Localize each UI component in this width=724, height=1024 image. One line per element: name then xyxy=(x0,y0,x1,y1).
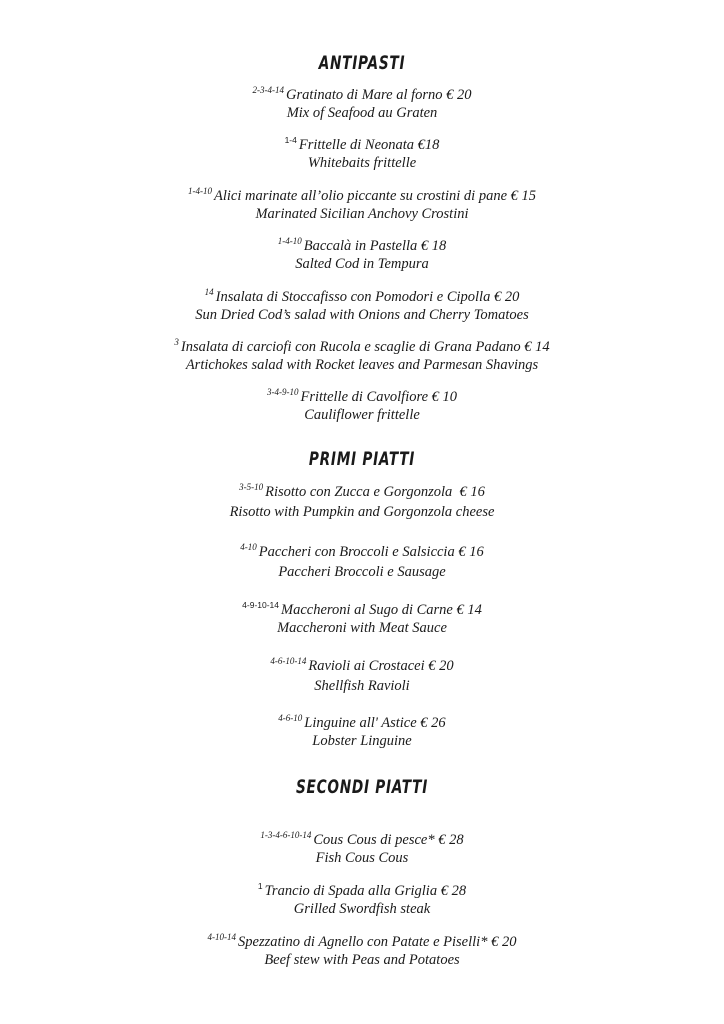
allergen-codes: 4-10 xyxy=(240,542,257,553)
dish-name-it: Risotto con Zucca e Gorgonzola € 16 xyxy=(265,484,485,500)
menu-item xyxy=(0,86,724,122)
allergen-codes: 4-6-10-14 xyxy=(270,656,307,667)
allergen-codes: 3 xyxy=(174,337,179,348)
menu-item xyxy=(0,831,724,867)
dish-name-en: Whitebaits frittelle xyxy=(307,155,417,171)
menu-item xyxy=(0,388,724,424)
dish-name-it: Frittelle di Cavolfiore € 10 xyxy=(300,389,458,405)
dish-name-en: Beef stew with Peas and Potatoes xyxy=(264,952,460,968)
allergen-codes: 1-4-10 xyxy=(187,186,212,197)
dish-name-it: Insalata di Stoccafisso con Pomodori e Cipolla € 20 xyxy=(215,289,520,305)
section-title-secondi: SECONDI PIATTI xyxy=(295,776,429,798)
allergen-codes: 4-9-10-14 xyxy=(242,600,280,611)
allergen-codes: 3-4-9-10 xyxy=(266,387,299,398)
menu-item xyxy=(0,338,724,374)
dish-name-it: Linguine all' Astice € 26 xyxy=(304,715,446,731)
allergen-codes: 3-5-10 xyxy=(239,482,264,493)
dish-name-en: Salted Cod in Tempura xyxy=(295,256,429,272)
dish-name-en: Shellfish Ravioli xyxy=(314,678,410,694)
dish-name-it: Cous Cous di pesce* € 28 xyxy=(313,832,464,848)
dish-name-it: Paccheri con Broccoli e Salsiccia € 16 xyxy=(258,544,484,560)
section-title-antipasti: ANTIPASTI xyxy=(318,52,406,74)
menu-item xyxy=(0,483,724,521)
allergen-codes: 2-3-4-14 xyxy=(252,85,284,96)
menu-item xyxy=(0,288,724,324)
dish-name-en: Paccheri Broccoli e Sausage xyxy=(278,564,446,580)
allergen-codes: 1-4 xyxy=(284,135,297,146)
menu-item xyxy=(0,882,724,918)
menu-item xyxy=(0,237,724,273)
allergen-codes: 4-6-10 xyxy=(278,713,303,724)
allergen-codes: 1-4-10 xyxy=(277,236,302,247)
menu-item xyxy=(0,601,724,637)
menu-item xyxy=(0,136,724,172)
allergen-codes: 1-3-4-6-10-14 xyxy=(260,830,312,841)
dish-name-it: Baccalà in Pastella € 18 xyxy=(303,238,447,254)
menu-item xyxy=(0,187,724,223)
allergen-codes: 14 xyxy=(204,287,214,298)
dish-name-en: Maccheroni with Meat Sauce xyxy=(277,620,447,636)
dish-name-en: Mix of Seafood au Graten xyxy=(286,105,438,121)
dish-name-it: Insalata di carciofi con Rucola e scaglie di Grana Padano € 14 xyxy=(180,339,550,355)
dish-name-en: Lobster Linguine xyxy=(312,733,412,749)
dish-name-en: Cauliflower frittelle xyxy=(304,407,420,423)
allergen-codes: 1 xyxy=(257,881,263,892)
dish-name-it: Gratinato di Mare al forno € 20 xyxy=(285,87,472,103)
allergen-codes: 4-10-14 xyxy=(207,932,237,943)
dish-name-it: Ravioli ai Crostacei € 20 xyxy=(308,658,454,674)
menu-item xyxy=(0,714,724,750)
dish-name-en: Risotto with Pumpkin and Gorgonzola cheese xyxy=(229,504,495,520)
dish-name-it: Frittelle di Neonata €18 xyxy=(298,137,440,153)
menu-item xyxy=(0,543,724,581)
menu-item xyxy=(0,657,724,695)
dish-name-it: Spezzatino di Agnello con Patate e Piselli* € 20 xyxy=(238,934,517,950)
dish-name-en: Fish Cous Cous xyxy=(315,850,409,866)
dish-name-en: Sun Dried Cod’s salad with Onions and Cherry Tomatoes xyxy=(195,307,529,323)
dish-name-it: Alici marinate all’olio piccante su crostini di pane € 15 xyxy=(213,188,537,204)
section-title-primi: PRIMI PIATTI xyxy=(308,448,416,470)
dish-name-it: Maccheroni al Sugo di Carne € 14 xyxy=(281,602,482,618)
menu-item xyxy=(0,933,724,969)
dish-name-en: Marinated Sicilian Anchovy Crostini xyxy=(255,206,469,222)
dish-name-it: Trancio di Spada alla Griglia € 28 xyxy=(264,883,467,899)
dish-name-en: Artichokes salad with Rocket leaves and Parmesan Shavings xyxy=(185,357,539,373)
dish-name-en: Grilled Swordfish steak xyxy=(293,901,431,917)
